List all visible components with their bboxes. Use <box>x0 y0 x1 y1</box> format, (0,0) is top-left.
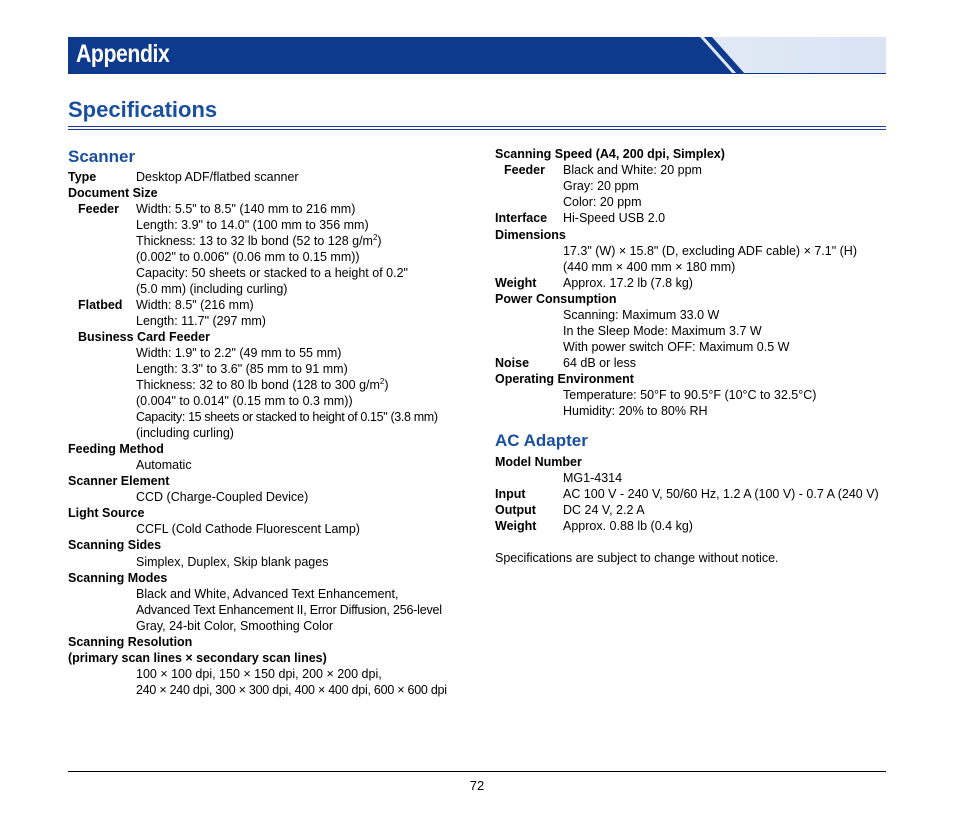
chapter-banner <box>68 37 886 74</box>
adapter-weight-label: Weight <box>495 519 537 533</box>
power-1: Scanning: Maximum 33.0 W <box>563 308 720 322</box>
feeder-capacity: Capacity: 50 sheets or stacked to a height of 0.2" <box>136 266 408 280</box>
bc-thickness-inch: (0.004" to 0.014" (0.15 mm to 0.3 mm)) <box>136 394 353 408</box>
resolution-1: 100 × 100 dpi, 150 × 150 dpi, 200 × 200 dpi, <box>136 667 382 681</box>
feeder-thickness-inch: (0.002" to 0.006" (0.06 mm to 0.15 mm)) <box>136 250 360 264</box>
document-size-label: Document Size <box>68 186 158 200</box>
resolution-label: Scanning Resolution <box>68 635 193 649</box>
feeding-method-label: Feeding Method <box>68 442 164 456</box>
dimensions-1: 17.3" (W) × 15.8" (D, excluding ADF cable) × 7.1" (H) <box>563 244 857 258</box>
output-label: Output <box>495 503 536 517</box>
env-2: Humidity: 20% to 80% RH <box>563 404 708 418</box>
footer-rule <box>68 771 886 772</box>
bc-capacity: Capacity: 15 sheets or stacked to height of 0.15" (3.8 mm) <box>136 410 438 424</box>
bc-width: Width: 1.9" to 2.2" (49 mm to 55 mm) <box>136 346 342 360</box>
power-label: Power Consumption <box>495 292 617 306</box>
scanning-speed-label: Scanning Speed (A4, 200 dpi, Simplex) <box>495 147 725 161</box>
resolution-2: 240 × 240 dpi, 300 × 300 dpi, 400 × 400 dpi, 600 × 600 dpi <box>136 683 447 697</box>
noise-value: 64 dB or less <box>563 356 636 370</box>
type-value: Desktop ADF/flatbed scanner <box>136 170 299 184</box>
dimensions-label: Dimensions <box>495 228 566 242</box>
feeder-width: Width: 5.5" to 8.5" (140 mm to 216 mm) <box>136 202 356 216</box>
env-1: Temperature: 50°F to 90.5°F (10°C to 32.5°C) <box>563 388 817 402</box>
flatbed-length: Length: 11.7" (297 mm) <box>136 314 266 328</box>
output-value: DC 24 V, 2.2 A <box>563 503 645 517</box>
scanning-sides-value: Simplex, Duplex, Skip blank pages <box>136 555 329 569</box>
page-title: Specifications <box>68 97 218 122</box>
env-label: Operating Environment <box>495 372 634 386</box>
light-source-value: CCFL (Cold Cathode Fluorescent Lamp) <box>136 522 360 536</box>
type-label: Type <box>68 170 97 184</box>
scanner-heading: Scanner <box>68 147 136 166</box>
ac-adapter-heading: AC Adapter <box>495 431 588 450</box>
model-value: MG1-4314 <box>563 471 623 485</box>
title-rule <box>68 126 886 130</box>
bc-thickness: Thickness: 32 to 80 lb bond (128 to 300 $g/m^2$) <box>136 376 389 392</box>
light-source-label: Light Source <box>68 506 145 520</box>
scanning-modes-label: Scanning Modes <box>68 571 168 585</box>
dimensions-2: (440 mm × 400 mm × 180 mm) <box>563 260 736 274</box>
bc-length: Length: 3.3" to 3.6" (85 mm to 91 mm) <box>136 362 348 376</box>
input-label: Input <box>495 487 526 501</box>
flatbed-width: Width: 8.5" (216 mm) <box>136 298 254 312</box>
page-number: 72 <box>469 778 485 793</box>
resolution-sublabel: (primary scan lines × secondary scan lines) <box>68 651 327 665</box>
feeder-label: Feeder <box>78 202 119 216</box>
scanning-modes-2: Advanced Text Enhancement II, Error Diffusion, 256-level <box>136 603 442 617</box>
scanning-sides-label: Scanning Sides <box>68 538 162 552</box>
speed-bw: Black and White: 20 ppm <box>563 163 702 177</box>
adapter-weight-value: Approx. 0.88 lb (0.4 kg) <box>563 519 693 533</box>
model-label: Model Number <box>495 455 582 469</box>
weight-label: Weight <box>495 276 537 290</box>
input-value: AC 100 V - 240 V, 50/60 Hz, 1.2 A (100 V) - 0.7 A (240 V) <box>563 487 879 501</box>
flatbed-label: Flatbed <box>78 298 123 312</box>
feeder-thickness: Thickness: 13 to 32 lb bond (52 to 128 $g/m^2$) <box>136 232 382 248</box>
weight-value: Approx. 17.2 lb (7.8 kg) <box>563 276 693 290</box>
scanning-modes-1: Black and White, Advanced Text Enhancement, <box>136 587 399 601</box>
chapter-title: Appendix <box>76 40 170 68</box>
speed-gray: Gray: 20 ppm <box>563 179 639 193</box>
change-notice: Specifications are subject to change without notice. <box>495 551 779 565</box>
scanner-element-value: CCD (Charge-Coupled Device) <box>136 490 309 504</box>
power-3: With power switch OFF: Maximum 0.5 W <box>563 340 790 354</box>
bc-capacity-2: (including curling) <box>136 426 234 440</box>
interface-value: Hi-Speed USB 2.0 <box>563 211 666 225</box>
interface-label: Interface <box>495 211 548 225</box>
scanning-modes-3: Gray, 24-bit Color, Smoothing Color <box>136 619 334 633</box>
feeding-method-value: Automatic <box>136 458 192 472</box>
feeder-length: Length: 3.9" to 14.0" (100 mm to 356 mm) <box>136 218 369 232</box>
speed-feeder-label: Feeder <box>504 163 545 177</box>
banner-graphic <box>68 37 886 74</box>
feeder-capacity-2: (5.0 mm) (including curling) <box>136 282 288 296</box>
power-2: In the Sleep Mode: Maximum 3.7 W <box>563 324 762 338</box>
scanner-element-label: Scanner Element <box>68 474 170 488</box>
speed-color: Color: 20 ppm <box>563 195 642 209</box>
business-card-label: Business Card Feeder <box>78 330 210 344</box>
noise-label: Noise <box>495 356 530 370</box>
